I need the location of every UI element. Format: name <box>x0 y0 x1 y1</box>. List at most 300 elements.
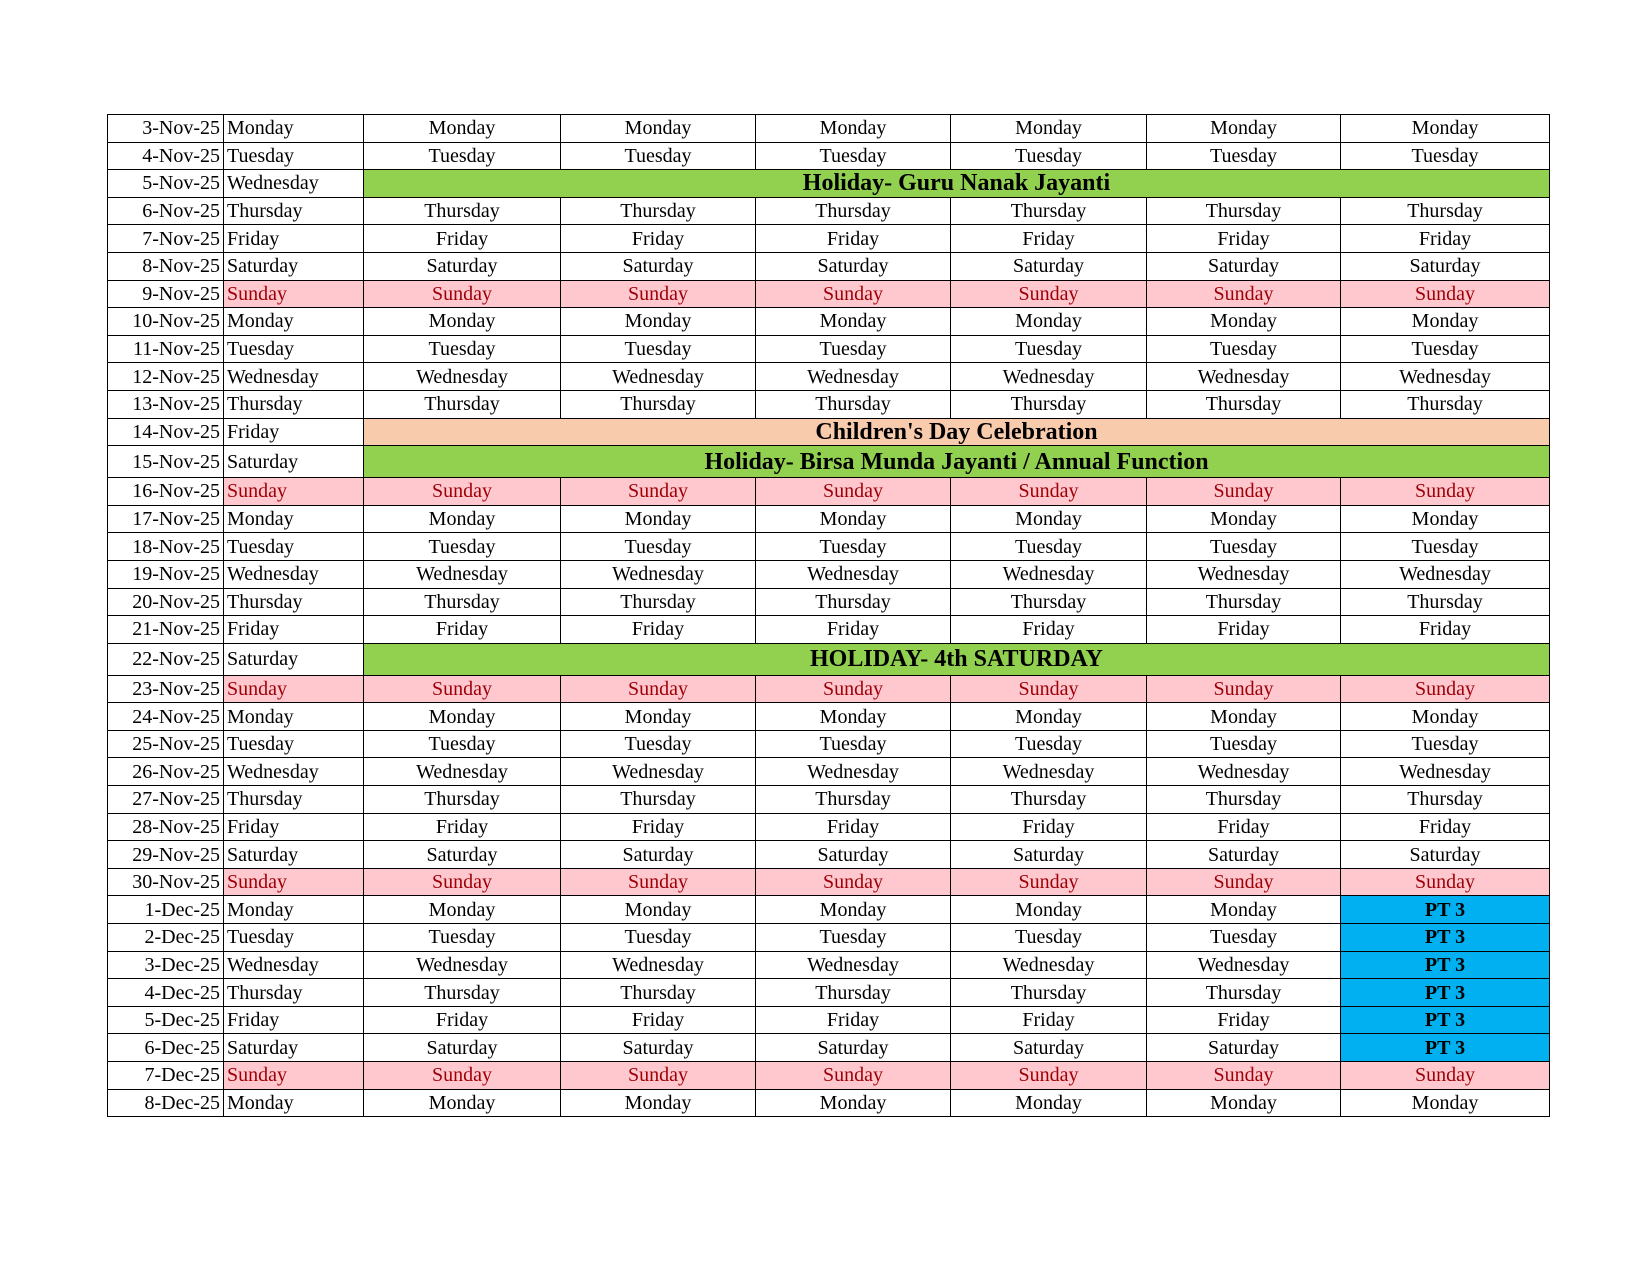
date-cell: 29-Nov-25 <box>108 841 224 869</box>
day-cell: Thursday <box>224 390 364 418</box>
day-cell: Tuesday <box>561 924 756 952</box>
table-row <box>108 533 1550 561</box>
table-row <box>108 813 1550 841</box>
day-cell: Tuesday <box>1147 730 1341 758</box>
table-row <box>108 643 1550 675</box>
day-cell: Monday <box>224 896 364 924</box>
day-cell: Tuesday <box>1147 924 1341 952</box>
date-cell: 7-Nov-25 <box>108 225 224 253</box>
day-cell: Sunday <box>756 280 951 308</box>
date-cell: 4-Dec-25 <box>108 979 224 1007</box>
table-row <box>108 197 1550 225</box>
day-cell: Monday <box>756 703 951 731</box>
day-cell: Thursday <box>1341 786 1550 814</box>
day-cell: Sunday <box>951 1062 1147 1090</box>
date-cell: 19-Nov-25 <box>108 560 224 588</box>
day-cell: Thursday <box>364 588 561 616</box>
day-cell: Monday <box>1341 115 1550 143</box>
date-cell: 21-Nov-25 <box>108 616 224 644</box>
day-cell: Sunday <box>1147 1062 1341 1090</box>
date-cell: 7-Dec-25 <box>108 1062 224 1090</box>
day-cell: Tuesday <box>561 142 756 170</box>
day-cell: Sunday <box>1147 478 1341 506</box>
day-cell: Tuesday <box>1341 335 1550 363</box>
day-cell: Tuesday <box>951 335 1147 363</box>
day-cell: Wednesday <box>561 758 756 786</box>
day-cell: Thursday <box>756 390 951 418</box>
day-cell: Friday <box>1147 225 1341 253</box>
day-cell: Saturday <box>756 252 951 280</box>
day-cell: Tuesday <box>561 335 756 363</box>
table-row <box>108 758 1550 786</box>
table-row <box>108 896 1550 924</box>
day-cell: Thursday <box>951 588 1147 616</box>
day-cell: Friday <box>224 616 364 644</box>
day-cell: Monday <box>1341 1089 1550 1117</box>
day-cell: Monday <box>951 1089 1147 1117</box>
day-cell: Monday <box>951 308 1147 336</box>
day-cell: Thursday <box>561 786 756 814</box>
day-cell: Monday <box>756 896 951 924</box>
day-cell: Monday <box>951 896 1147 924</box>
day-cell: Sunday <box>1341 675 1550 703</box>
day-cell: Monday <box>561 505 756 533</box>
table-row <box>108 1006 1550 1034</box>
day-cell: Wednesday <box>756 951 951 979</box>
day-cell: Wednesday <box>224 951 364 979</box>
table-row <box>108 115 1550 143</box>
day-cell: Tuesday <box>756 924 951 952</box>
day-cell: Tuesday <box>364 730 561 758</box>
day-cell: Friday <box>756 225 951 253</box>
day-cell: Tuesday <box>1341 142 1550 170</box>
day-cell: Monday <box>756 115 951 143</box>
day-cell: Friday <box>756 1006 951 1034</box>
day-cell: Thursday <box>951 197 1147 225</box>
day-cell: Tuesday <box>756 730 951 758</box>
day-cell: Sunday <box>951 280 1147 308</box>
day-cell: Sunday <box>224 280 364 308</box>
date-cell: 23-Nov-25 <box>108 675 224 703</box>
day-cell: Thursday <box>364 786 561 814</box>
day-cell: Thursday <box>756 197 951 225</box>
day-cell: Thursday <box>1147 786 1341 814</box>
table-row <box>108 730 1550 758</box>
day-cell: Sunday <box>364 280 561 308</box>
day-cell: Friday <box>756 813 951 841</box>
day-cell: Friday <box>224 1006 364 1034</box>
table-row <box>108 703 1550 731</box>
day-cell: Saturday <box>951 252 1147 280</box>
table-row <box>108 1034 1550 1062</box>
day-cell: Sunday <box>561 280 756 308</box>
table-row <box>108 252 1550 280</box>
day-cell: Thursday <box>1341 390 1550 418</box>
day-cell: Friday <box>224 813 364 841</box>
day-cell: Wednesday <box>756 363 951 391</box>
day-cell: Thursday <box>224 979 364 1007</box>
day-cell: Wednesday <box>756 560 951 588</box>
day-cell: Saturday <box>951 841 1147 869</box>
day-cell: Wednesday <box>1341 758 1550 786</box>
day-cell: Thursday <box>561 390 756 418</box>
day-cell: Saturday <box>561 252 756 280</box>
day-cell: Sunday <box>756 478 951 506</box>
day-cell: Monday <box>561 703 756 731</box>
day-cell: Monday <box>1341 505 1550 533</box>
date-cell: 13-Nov-25 <box>108 390 224 418</box>
day-cell: Wednesday <box>1147 758 1341 786</box>
calendar-body <box>108 115 1550 1117</box>
table-row <box>108 170 1550 198</box>
day-cell: Monday <box>561 1089 756 1117</box>
table-row <box>108 505 1550 533</box>
day-cell: Monday <box>224 505 364 533</box>
day-cell: Sunday <box>756 868 951 896</box>
day-cell: Friday <box>561 813 756 841</box>
day-cell: Friday <box>1341 616 1550 644</box>
table-row <box>108 418 1550 446</box>
day-cell: Friday <box>364 1006 561 1034</box>
day-cell: Friday <box>561 1006 756 1034</box>
day-cell: Sunday <box>1147 868 1341 896</box>
date-cell: 3-Dec-25 <box>108 951 224 979</box>
day-cell: Monday <box>561 115 756 143</box>
day-cell: Thursday <box>364 390 561 418</box>
day-cell: Friday <box>561 616 756 644</box>
day-cell: Tuesday <box>561 730 756 758</box>
event-banner: Holiday- Birsa Munda Jayanti / Annual Function <box>364 446 1550 478</box>
day-cell: Friday <box>1147 1006 1341 1034</box>
day-cell: Wednesday <box>1341 363 1550 391</box>
date-cell: 27-Nov-25 <box>108 786 224 814</box>
day-cell: Saturday <box>224 643 364 675</box>
date-cell: 2-Dec-25 <box>108 924 224 952</box>
pt-cell: PT 3 <box>1341 979 1550 1007</box>
day-cell: Saturday <box>1147 1034 1341 1062</box>
day-cell: Monday <box>364 896 561 924</box>
day-cell: Wednesday <box>951 758 1147 786</box>
day-cell: Saturday <box>1147 841 1341 869</box>
day-cell: Tuesday <box>951 730 1147 758</box>
day-cell: Sunday <box>561 478 756 506</box>
day-cell: Sunday <box>1147 280 1341 308</box>
day-cell: Friday <box>951 616 1147 644</box>
day-cell: Friday <box>224 418 364 446</box>
day-cell: Sunday <box>364 868 561 896</box>
day-cell: Thursday <box>224 588 364 616</box>
day-cell: Wednesday <box>561 951 756 979</box>
day-cell: Monday <box>364 308 561 336</box>
day-cell: Tuesday <box>1147 335 1341 363</box>
day-cell: Friday <box>756 616 951 644</box>
day-cell: Sunday <box>1341 1062 1550 1090</box>
day-cell: Thursday <box>224 786 364 814</box>
day-cell: Thursday <box>364 979 561 1007</box>
day-cell: Thursday <box>561 979 756 1007</box>
day-cell: Tuesday <box>756 142 951 170</box>
day-cell: Monday <box>224 308 364 336</box>
day-cell: Saturday <box>756 1034 951 1062</box>
pt-cell: PT 3 <box>1341 951 1550 979</box>
date-cell: 12-Nov-25 <box>108 363 224 391</box>
day-cell: Sunday <box>561 675 756 703</box>
date-cell: 22-Nov-25 <box>108 643 224 675</box>
day-cell: Thursday <box>1147 979 1341 1007</box>
day-cell: Thursday <box>561 588 756 616</box>
day-cell: Saturday <box>364 1034 561 1062</box>
day-cell: Wednesday <box>561 560 756 588</box>
day-cell: Friday <box>951 813 1147 841</box>
table-row <box>108 335 1550 363</box>
day-cell: Wednesday <box>224 560 364 588</box>
day-cell: Thursday <box>756 588 951 616</box>
day-cell: Sunday <box>224 675 364 703</box>
day-cell: Tuesday <box>1147 142 1341 170</box>
day-cell: Saturday <box>1147 252 1341 280</box>
day-cell: Monday <box>756 1089 951 1117</box>
day-cell: Thursday <box>951 390 1147 418</box>
day-cell: Monday <box>224 703 364 731</box>
date-cell: 4-Nov-25 <box>108 142 224 170</box>
pt-cell: PT 3 <box>1341 896 1550 924</box>
day-cell: Saturday <box>224 841 364 869</box>
day-cell: Wednesday <box>224 758 364 786</box>
date-cell: 20-Nov-25 <box>108 588 224 616</box>
table-row <box>108 1089 1550 1117</box>
day-cell: Sunday <box>364 675 561 703</box>
table-row <box>108 675 1550 703</box>
date-cell: 9-Nov-25 <box>108 280 224 308</box>
day-cell: Saturday <box>224 1034 364 1062</box>
day-cell: Wednesday <box>1341 560 1550 588</box>
date-cell: 6-Dec-25 <box>108 1034 224 1062</box>
day-cell: Monday <box>1147 1089 1341 1117</box>
event-banner: HOLIDAY- 4th SATURDAY <box>364 643 1550 675</box>
day-cell: Sunday <box>1341 478 1550 506</box>
day-cell: Tuesday <box>1341 533 1550 561</box>
day-cell: Sunday <box>561 1062 756 1090</box>
table-row <box>108 841 1550 869</box>
day-cell: Sunday <box>1147 675 1341 703</box>
day-cell: Monday <box>1341 308 1550 336</box>
table-row <box>108 560 1550 588</box>
day-cell: Sunday <box>951 675 1147 703</box>
table-row <box>108 868 1550 896</box>
day-cell: Tuesday <box>951 533 1147 561</box>
event-banner: Children's Day Celebration <box>364 418 1550 446</box>
day-cell: Wednesday <box>224 363 364 391</box>
day-cell: Sunday <box>1341 868 1550 896</box>
day-cell: Monday <box>1147 896 1341 924</box>
day-cell: Friday <box>951 225 1147 253</box>
day-cell: Saturday <box>224 446 364 478</box>
table-row <box>108 924 1550 952</box>
day-cell: Monday <box>1147 308 1341 336</box>
date-cell: 28-Nov-25 <box>108 813 224 841</box>
date-cell: 1-Dec-25 <box>108 896 224 924</box>
day-cell: Tuesday <box>224 335 364 363</box>
calendar-table <box>107 114 1550 1117</box>
day-cell: Monday <box>1147 505 1341 533</box>
day-cell: Sunday <box>224 478 364 506</box>
day-cell: Friday <box>1341 813 1550 841</box>
day-cell: Thursday <box>951 979 1147 1007</box>
date-cell: 3-Nov-25 <box>108 115 224 143</box>
day-cell: Wednesday <box>1147 951 1341 979</box>
table-row <box>108 951 1550 979</box>
day-cell: Friday <box>364 813 561 841</box>
day-cell: Wednesday <box>364 951 561 979</box>
day-cell: Thursday <box>561 197 756 225</box>
date-cell: 18-Nov-25 <box>108 533 224 561</box>
day-cell: Wednesday <box>561 363 756 391</box>
day-cell: Tuesday <box>1341 730 1550 758</box>
day-cell: Sunday <box>364 1062 561 1090</box>
day-cell: Friday <box>1147 813 1341 841</box>
table-row <box>108 478 1550 506</box>
day-cell: Sunday <box>756 675 951 703</box>
date-cell: 10-Nov-25 <box>108 308 224 336</box>
day-cell: Wednesday <box>951 951 1147 979</box>
table-row <box>108 1062 1550 1090</box>
day-cell: Sunday <box>364 478 561 506</box>
day-cell: Sunday <box>1341 280 1550 308</box>
date-cell: 15-Nov-25 <box>108 446 224 478</box>
day-cell: Monday <box>364 1089 561 1117</box>
day-cell: Thursday <box>1147 197 1341 225</box>
date-cell: 5-Dec-25 <box>108 1006 224 1034</box>
day-cell: Friday <box>224 225 364 253</box>
day-cell: Sunday <box>224 1062 364 1090</box>
day-cell: Sunday <box>951 868 1147 896</box>
day-cell: Tuesday <box>364 924 561 952</box>
table-row <box>108 979 1550 1007</box>
day-cell: Tuesday <box>756 533 951 561</box>
date-cell: 24-Nov-25 <box>108 703 224 731</box>
day-cell: Sunday <box>756 1062 951 1090</box>
table-row <box>108 280 1550 308</box>
day-cell: Monday <box>561 896 756 924</box>
day-cell: Sunday <box>224 868 364 896</box>
date-cell: 17-Nov-25 <box>108 505 224 533</box>
day-cell: Wednesday <box>951 560 1147 588</box>
day-cell: Monday <box>1147 115 1341 143</box>
day-cell: Tuesday <box>224 533 364 561</box>
day-cell: Wednesday <box>1147 363 1341 391</box>
day-cell: Monday <box>1341 703 1550 731</box>
day-cell: Friday <box>951 1006 1147 1034</box>
table-row <box>108 390 1550 418</box>
table-row <box>108 308 1550 336</box>
day-cell: Thursday <box>756 786 951 814</box>
date-cell: 14-Nov-25 <box>108 418 224 446</box>
day-cell: Thursday <box>756 979 951 1007</box>
day-cell: Tuesday <box>951 924 1147 952</box>
day-cell: Wednesday <box>364 363 561 391</box>
day-cell: Monday <box>1147 703 1341 731</box>
day-cell: Friday <box>561 225 756 253</box>
day-cell: Monday <box>224 115 364 143</box>
day-cell: Thursday <box>1341 588 1550 616</box>
table-row <box>108 225 1550 253</box>
table-row <box>108 616 1550 644</box>
day-cell: Tuesday <box>951 142 1147 170</box>
day-cell: Thursday <box>951 786 1147 814</box>
pt-cell: PT 3 <box>1341 924 1550 952</box>
day-cell: Tuesday <box>1147 533 1341 561</box>
day-cell: Saturday <box>561 1034 756 1062</box>
day-cell: Monday <box>951 505 1147 533</box>
table-row <box>108 786 1550 814</box>
pt-cell: PT 3 <box>1341 1006 1550 1034</box>
table-row <box>108 446 1550 478</box>
day-cell: Tuesday <box>224 142 364 170</box>
day-cell: Thursday <box>364 197 561 225</box>
day-cell: Thursday <box>1341 197 1550 225</box>
day-cell: Monday <box>951 703 1147 731</box>
day-cell: Wednesday <box>756 758 951 786</box>
table-row <box>108 142 1550 170</box>
day-cell: Saturday <box>756 841 951 869</box>
day-cell: Monday <box>951 115 1147 143</box>
day-cell: Tuesday <box>561 533 756 561</box>
day-cell: Monday <box>756 505 951 533</box>
table-row <box>108 588 1550 616</box>
day-cell: Tuesday <box>224 730 364 758</box>
pt-cell: PT 3 <box>1341 1034 1550 1062</box>
day-cell: Friday <box>364 225 561 253</box>
event-banner: Holiday- Guru Nanak Jayanti <box>364 170 1550 198</box>
day-cell: Friday <box>1341 225 1550 253</box>
date-cell: 11-Nov-25 <box>108 335 224 363</box>
day-cell: Wednesday <box>1147 560 1341 588</box>
date-cell: 8-Dec-25 <box>108 1089 224 1117</box>
date-cell: 5-Nov-25 <box>108 170 224 198</box>
day-cell: Friday <box>1147 616 1341 644</box>
day-cell: Wednesday <box>364 758 561 786</box>
day-cell: Monday <box>364 505 561 533</box>
day-cell: Monday <box>224 1089 364 1117</box>
table-row <box>108 363 1550 391</box>
day-cell: Monday <box>561 308 756 336</box>
day-cell: Tuesday <box>224 924 364 952</box>
day-cell: Tuesday <box>364 335 561 363</box>
day-cell: Saturday <box>561 841 756 869</box>
date-cell: 30-Nov-25 <box>108 868 224 896</box>
date-cell: 16-Nov-25 <box>108 478 224 506</box>
day-cell: Saturday <box>224 252 364 280</box>
day-cell: Tuesday <box>364 533 561 561</box>
date-cell: 8-Nov-25 <box>108 252 224 280</box>
day-cell: Wednesday <box>951 363 1147 391</box>
day-cell: Saturday <box>951 1034 1147 1062</box>
date-cell: 6-Nov-25 <box>108 197 224 225</box>
day-cell: Saturday <box>364 252 561 280</box>
day-cell: Sunday <box>561 868 756 896</box>
day-cell: Wednesday <box>364 560 561 588</box>
day-cell: Monday <box>756 308 951 336</box>
day-cell: Saturday <box>1341 841 1550 869</box>
date-cell: 25-Nov-25 <box>108 730 224 758</box>
day-cell: Saturday <box>1341 252 1550 280</box>
day-cell: Monday <box>364 703 561 731</box>
day-cell: Thursday <box>224 197 364 225</box>
day-cell: Friday <box>364 616 561 644</box>
day-cell: Tuesday <box>364 142 561 170</box>
day-cell: Thursday <box>1147 390 1341 418</box>
day-cell: Monday <box>364 115 561 143</box>
